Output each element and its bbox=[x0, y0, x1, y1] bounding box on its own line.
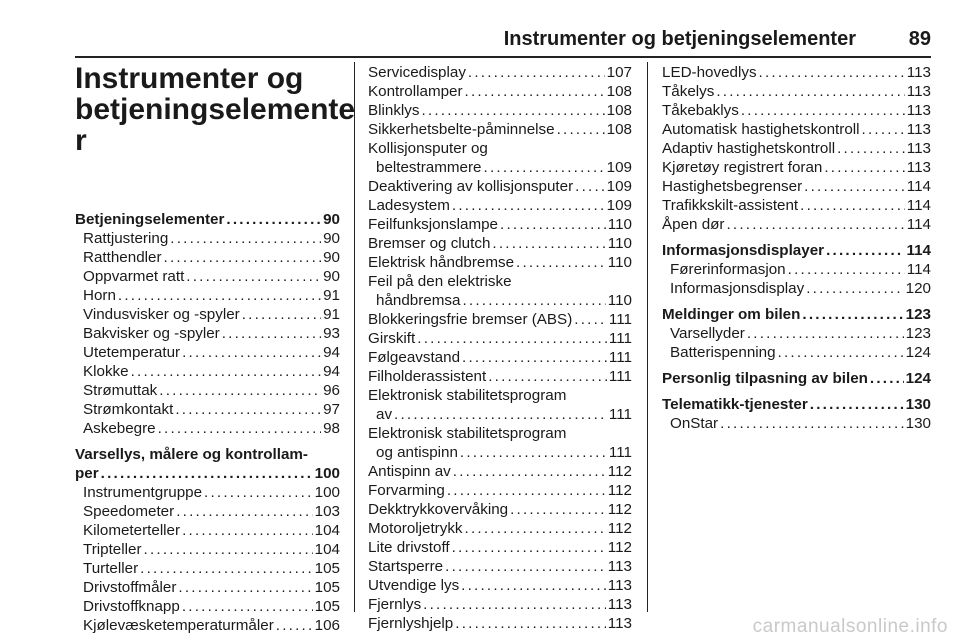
dot-leader bbox=[800, 196, 905, 215]
toc-entry-label: Strømuttak bbox=[83, 382, 158, 399]
toc-entry[interactable] bbox=[368, 63, 632, 82]
toc-entry[interactable] bbox=[368, 329, 632, 348]
dot-leader bbox=[170, 229, 321, 248]
toc-entry-page: 112 bbox=[607, 520, 632, 537]
dot-leader bbox=[159, 381, 321, 400]
toc-entry-label: Deaktivering av kollisjonsputer bbox=[368, 178, 574, 195]
dot-leader bbox=[394, 405, 607, 424]
column-divider bbox=[647, 62, 648, 612]
dot-leader bbox=[222, 324, 321, 343]
toc-entry[interactable] bbox=[75, 419, 340, 438]
dot-leader bbox=[804, 177, 905, 196]
toc-entry-label: Følgeavstand bbox=[368, 349, 461, 366]
toc-entry[interactable] bbox=[368, 215, 632, 234]
toc-entry[interactable] bbox=[75, 286, 340, 305]
dot-leader bbox=[182, 597, 313, 616]
toc-entry[interactable] bbox=[368, 557, 632, 576]
dot-leader bbox=[778, 343, 904, 362]
toc-entry-page: 111 bbox=[608, 349, 632, 366]
toc-entry-label: Førerinformasjon bbox=[670, 261, 786, 278]
toc-entry-page: 113 bbox=[906, 83, 931, 100]
toc-entry[interactable] bbox=[662, 82, 931, 101]
toc-entry-page: 113 bbox=[906, 64, 931, 81]
toc-entry-line: Feil på den elektriske bbox=[368, 273, 512, 290]
toc-entry-label: Informasjonsdisplay bbox=[670, 280, 805, 297]
toc-entry-label: LED-hovedlys bbox=[662, 64, 757, 81]
watermark: carmanualsonline.info bbox=[752, 616, 948, 637]
dot-leader bbox=[447, 481, 606, 500]
dot-leader bbox=[810, 395, 904, 414]
toc-entry-label: Blokkeringsfrie bremser (ABS) bbox=[368, 311, 573, 328]
toc-entry[interactable] bbox=[662, 120, 931, 139]
toc-entry-page: 124 bbox=[905, 344, 931, 361]
dot-leader bbox=[423, 595, 606, 614]
toc-entry[interactable] bbox=[368, 538, 632, 557]
dot-leader bbox=[186, 267, 321, 286]
toc-entry-label: Rattjustering bbox=[83, 230, 169, 247]
dot-leader bbox=[140, 559, 313, 578]
toc-entry[interactable] bbox=[662, 260, 931, 279]
toc-entry-label: Ladesystem bbox=[368, 197, 450, 214]
toc-section[interactable] bbox=[75, 464, 340, 483]
toc-entry-page: 114 bbox=[906, 216, 931, 233]
dot-leader bbox=[802, 305, 903, 324]
toc-entry[interactable] bbox=[368, 443, 632, 462]
toc-entry-page: 112 bbox=[607, 539, 632, 556]
toc-entry[interactable] bbox=[75, 362, 340, 381]
dot-leader bbox=[862, 120, 905, 139]
toc-entry-label: av bbox=[376, 406, 393, 423]
dot-leader bbox=[484, 158, 605, 177]
dot-leader bbox=[574, 310, 607, 329]
toc-entry-label: Telematikk-tjenester bbox=[662, 396, 808, 413]
dot-leader bbox=[759, 63, 905, 82]
column-divider bbox=[354, 62, 355, 612]
toc-entry-page: 90 bbox=[323, 211, 340, 228]
toc-entry-page: 111 bbox=[608, 444, 632, 461]
toc-entry[interactable] bbox=[368, 519, 632, 538]
toc-entry-page: 110 bbox=[607, 235, 632, 252]
toc-entry-page: 110 bbox=[607, 292, 632, 309]
toc-entry-line: Elektronisk stabilitetsprogram bbox=[368, 387, 567, 404]
toc-entry[interactable] bbox=[662, 101, 931, 120]
dot-leader bbox=[204, 483, 313, 502]
toc-entry[interactable] bbox=[368, 367, 632, 386]
toc-entry[interactable] bbox=[368, 405, 632, 424]
toc-entry-label: Betjeningselementer bbox=[75, 211, 225, 228]
toc-entry-page: 113 bbox=[607, 577, 632, 594]
dot-leader bbox=[716, 82, 904, 101]
toc-entry-label: Tåkelys bbox=[662, 83, 715, 100]
toc-entry-label: Trafikkskilt-assistent bbox=[662, 197, 799, 214]
dot-leader bbox=[462, 291, 605, 310]
toc-entry[interactable] bbox=[662, 196, 931, 215]
toc-entry-page: 108 bbox=[606, 121, 632, 138]
toc-entry[interactable] bbox=[368, 462, 632, 481]
dot-leader bbox=[158, 419, 321, 438]
toc-entry-page: 91 bbox=[323, 287, 340, 304]
toc-entry-label: Strømkontakt bbox=[83, 401, 174, 418]
dot-leader bbox=[276, 616, 313, 635]
toc-entry-page: 100 bbox=[314, 465, 340, 482]
toc-entry[interactable] bbox=[368, 196, 632, 215]
toc-column-3 bbox=[662, 63, 931, 433]
toc-entry-label: Adaptiv hastighetskontroll bbox=[662, 140, 836, 157]
toc-entry[interactable] bbox=[368, 177, 632, 196]
toc-entry[interactable] bbox=[662, 158, 931, 177]
toc-entry-page: 111 bbox=[608, 368, 632, 385]
toc-entry-label: Feilfunksjonslampe bbox=[368, 216, 498, 233]
toc-entry[interactable] bbox=[75, 381, 340, 400]
toc-entry-label: Varsellyder bbox=[670, 325, 745, 342]
dot-leader bbox=[453, 462, 606, 481]
toc-section-heading: Varsellys, målere og kontrollam- bbox=[75, 446, 308, 463]
toc-entry[interactable] bbox=[368, 291, 632, 310]
toc-entry-page: 94 bbox=[323, 344, 340, 361]
toc-entry-label: og antispinn bbox=[376, 444, 458, 461]
toc-entry-label: Kilometerteller bbox=[83, 522, 181, 539]
toc-entry[interactable] bbox=[368, 500, 632, 519]
toc-entry-label: Instrumentgruppe bbox=[83, 484, 203, 501]
toc-entry-label: Dekktrykkovervåking bbox=[368, 501, 509, 518]
toc-entry-line: Kollisjonsputer og bbox=[368, 140, 488, 157]
toc-entry[interactable] bbox=[662, 139, 931, 158]
toc-entry-page: 123 bbox=[905, 306, 931, 323]
dot-leader bbox=[870, 369, 904, 388]
toc-entry-label: Bremser og clutch bbox=[368, 235, 491, 252]
toc-entry[interactable] bbox=[75, 502, 340, 521]
dot-leader bbox=[182, 521, 313, 540]
toc-entry-page: 90 bbox=[323, 249, 340, 266]
toc-entry-label: Oppvarmet ratt bbox=[83, 268, 185, 285]
toc-entry[interactable] bbox=[368, 614, 632, 633]
toc-entry-label: Automatisk hastighetskontroll bbox=[662, 121, 860, 138]
dot-leader bbox=[741, 101, 905, 120]
toc-entry-page: 112 bbox=[607, 482, 632, 499]
toc-entry-page: 124 bbox=[905, 370, 931, 387]
toc-entry[interactable] bbox=[368, 310, 632, 329]
toc-entry-page: 109 bbox=[606, 178, 632, 195]
toc-entry-label: Lite drivstoff bbox=[368, 539, 450, 556]
toc-entry-label: Forvarming bbox=[368, 482, 445, 499]
toc-entry-label: Meldinger om bilen bbox=[662, 306, 801, 323]
toc-entry[interactable] bbox=[75, 324, 340, 343]
toc-entry[interactable] bbox=[368, 234, 632, 253]
toc-entry-label: Sikkerhetsbelte-påminnelse bbox=[368, 121, 555, 138]
toc-entry-label: Speedometer bbox=[83, 503, 175, 520]
toc-entry-label: Klokke bbox=[83, 363, 129, 380]
toc-entry-page: 108 bbox=[606, 102, 632, 119]
dot-leader bbox=[747, 324, 904, 343]
toc-entry-page: 96 bbox=[323, 382, 340, 399]
toc-entry-page: 112 bbox=[607, 463, 632, 480]
dot-leader bbox=[492, 234, 605, 253]
toc-entry[interactable] bbox=[368, 348, 632, 367]
toc-entry-label: Blinklys bbox=[368, 102, 420, 119]
toc-entry-page: 114 bbox=[906, 178, 931, 195]
toc-entry-page: 108 bbox=[606, 83, 632, 100]
toc-entry-page: 110 bbox=[607, 216, 632, 233]
toc-entry[interactable] bbox=[368, 101, 632, 120]
toc-entry[interactable] bbox=[75, 400, 340, 419]
dot-leader bbox=[164, 248, 322, 267]
toc-entry[interactable] bbox=[75, 483, 340, 502]
toc-entry[interactable] bbox=[75, 578, 340, 597]
toc-entry-label: Drivstoffknapp bbox=[83, 598, 180, 615]
toc-entry-label: Turteller bbox=[83, 560, 139, 577]
toc-entry[interactable] bbox=[75, 248, 340, 267]
toc-entry-page: 111 bbox=[608, 406, 632, 423]
dot-leader bbox=[720, 414, 904, 433]
toc-entry-label: Filholderassistent bbox=[368, 368, 487, 385]
toc-entry-label: Fjernlys bbox=[368, 596, 422, 613]
dot-leader bbox=[455, 614, 606, 633]
toc-entry-page: 113 bbox=[906, 102, 931, 119]
toc-entry-label: Vindusvisker og -spyler bbox=[83, 306, 240, 323]
toc-entry-label: Batterispenning bbox=[670, 344, 776, 361]
toc-entry-label: Drivstoffmåler bbox=[83, 579, 177, 596]
toc-entry[interactable] bbox=[368, 481, 632, 500]
toc-entry[interactable] bbox=[75, 343, 340, 362]
dot-leader bbox=[182, 343, 321, 362]
toc-column-1 bbox=[75, 62, 356, 635]
toc-entry-page: 91 bbox=[323, 306, 340, 323]
toc-entry[interactable] bbox=[75, 229, 340, 248]
dot-leader bbox=[445, 557, 606, 576]
toc-entry[interactable] bbox=[368, 120, 632, 139]
toc-entry-page: 123 bbox=[905, 325, 931, 342]
dot-leader bbox=[726, 215, 904, 234]
dot-leader bbox=[488, 367, 607, 386]
dot-leader bbox=[452, 196, 605, 215]
dot-leader bbox=[176, 502, 312, 521]
toc-entry-label: Servicedisplay bbox=[368, 64, 466, 81]
toc-entry-label: Utvendige lys bbox=[368, 577, 460, 594]
dot-leader bbox=[460, 443, 607, 462]
toc-entry-page: 130 bbox=[905, 415, 931, 432]
page-title: Instrumenter og betjeningselemente r bbox=[75, 62, 356, 157]
dot-leader bbox=[788, 260, 905, 279]
toc-entry-line: Elektronisk stabilitetsprogram bbox=[368, 425, 567, 442]
dot-leader bbox=[516, 253, 606, 272]
toc-entry-page: 113 bbox=[607, 615, 632, 632]
toc-entry-label: Hastighetsbegrenser bbox=[662, 178, 803, 195]
toc-entry-label: Askebegre bbox=[83, 420, 156, 437]
toc-entry-label: Informasjonsdisplayer bbox=[662, 242, 825, 259]
toc-entry[interactable] bbox=[662, 177, 931, 196]
dot-leader bbox=[131, 362, 322, 381]
toc-entry[interactable] bbox=[662, 414, 931, 433]
dot-leader bbox=[175, 400, 321, 419]
toc-entry-label: Personlig tilpasning av bilen bbox=[662, 370, 868, 387]
dot-leader bbox=[242, 305, 321, 324]
toc-entry-label: Åpen dør bbox=[662, 216, 725, 233]
toc-entry[interactable] bbox=[75, 597, 340, 616]
toc-entry[interactable] bbox=[75, 521, 340, 540]
toc-entry-label: Kjølevæsketemperaturmåler bbox=[83, 617, 274, 634]
toc-entry[interactable] bbox=[662, 215, 931, 234]
dot-leader bbox=[557, 120, 605, 139]
toc-entry[interactable] bbox=[368, 595, 632, 614]
toc-section[interactable] bbox=[662, 241, 931, 260]
toc-entry-page: 120 bbox=[905, 280, 931, 297]
toc-entry-page: 114 bbox=[906, 242, 931, 259]
page-number: 89 bbox=[908, 28, 931, 50]
toc-entry-page: 105 bbox=[314, 579, 340, 596]
toc-entry-page: 90 bbox=[323, 230, 340, 247]
toc-section[interactable] bbox=[75, 210, 340, 229]
toc-entry-label: Antispinn av bbox=[368, 463, 451, 480]
toc-entry-label: Tripteller bbox=[83, 541, 142, 558]
toc-entry[interactable] bbox=[662, 324, 931, 343]
toc-entry-page: 113 bbox=[607, 596, 632, 613]
toc-entry[interactable] bbox=[368, 253, 632, 272]
toc-entry-page: 109 bbox=[606, 159, 632, 176]
dot-leader bbox=[465, 82, 605, 101]
toc-entry-page: 106 bbox=[314, 617, 340, 634]
toc-entry-label: Fjernlyshjelp bbox=[368, 615, 454, 632]
toc-entry-page: 107 bbox=[606, 64, 632, 81]
toc-entry-page: 114 bbox=[906, 261, 931, 278]
toc-entry-label: Tåkebaklys bbox=[662, 102, 739, 119]
toc-entry-page: 93 bbox=[323, 325, 340, 342]
toc-entry-label: beltestrammere bbox=[376, 159, 482, 176]
toc-entry-label: Horn bbox=[83, 287, 116, 304]
toc-entry[interactable] bbox=[75, 616, 340, 635]
toc-entry-label: Ratthendler bbox=[83, 249, 162, 266]
toc-entry[interactable] bbox=[75, 267, 340, 286]
toc-entry-label: per bbox=[75, 465, 99, 482]
dot-leader bbox=[118, 286, 321, 305]
toc-entry-page: 104 bbox=[314, 541, 340, 558]
toc-entry-page: 110 bbox=[607, 254, 632, 271]
toc-entry-label: Utetemperatur bbox=[83, 344, 181, 361]
toc-entry[interactable] bbox=[368, 158, 632, 177]
toc-entry-page: 111 bbox=[608, 330, 632, 347]
toc-entry-label: Motoroljetrykk bbox=[368, 520, 463, 537]
toc-entry-page: 113 bbox=[906, 121, 931, 138]
toc-entry-page: 113 bbox=[906, 140, 931, 157]
dot-leader bbox=[575, 177, 605, 196]
toc-entry-page: 98 bbox=[323, 420, 340, 437]
toc-section[interactable] bbox=[662, 395, 931, 414]
dot-leader bbox=[468, 63, 605, 82]
toc-entry-page: 130 bbox=[905, 396, 931, 413]
toc-entry[interactable] bbox=[662, 279, 931, 298]
running-header-title: Instrumenter og betjeningselementer bbox=[503, 28, 856, 50]
toc-entry-page: 105 bbox=[314, 598, 340, 615]
toc-entry[interactable] bbox=[662, 343, 931, 362]
toc-entry[interactable] bbox=[368, 82, 632, 101]
toc-entry[interactable] bbox=[75, 559, 340, 578]
toc-entry-label: OnStar bbox=[670, 415, 719, 432]
dot-leader bbox=[465, 519, 606, 538]
toc-entry-page: 100 bbox=[314, 484, 340, 501]
dot-leader bbox=[461, 576, 606, 595]
dot-leader bbox=[101, 464, 313, 483]
dot-leader bbox=[510, 500, 606, 519]
toc-entry-label: Kjøretøy registrert foran bbox=[662, 159, 823, 176]
toc-entry[interactable] bbox=[75, 305, 340, 324]
toc-entry[interactable] bbox=[368, 576, 632, 595]
toc-entry-label: Bakvisker og -spyler bbox=[83, 325, 220, 342]
toc-entry-page: 104 bbox=[314, 522, 340, 539]
toc-entry[interactable] bbox=[662, 63, 931, 82]
page-header bbox=[75, 0, 931, 58]
toc-entry-page: 114 bbox=[906, 197, 931, 214]
toc-entry-page: 111 bbox=[608, 311, 632, 328]
dot-leader bbox=[462, 348, 607, 367]
dot-leader bbox=[500, 215, 606, 234]
dot-leader bbox=[824, 158, 904, 177]
toc-entry[interactable] bbox=[75, 540, 340, 559]
toc-entry-page: 90 bbox=[323, 268, 340, 285]
dot-leader bbox=[417, 329, 607, 348]
dot-leader bbox=[421, 101, 604, 120]
toc-entry-label: Girskift bbox=[368, 330, 416, 347]
toc-entry-label: Kontrollamper bbox=[368, 83, 463, 100]
dot-leader bbox=[452, 538, 606, 557]
toc-entry-page: 109 bbox=[606, 197, 632, 214]
toc-entry-label: håndbremsa bbox=[376, 292, 461, 309]
toc-entry-page: 113 bbox=[607, 558, 632, 575]
toc-entry-page: 105 bbox=[314, 560, 340, 577]
dot-leader bbox=[178, 578, 312, 597]
dot-leader bbox=[806, 279, 903, 298]
toc-column-2 bbox=[368, 63, 632, 633]
dot-leader bbox=[226, 210, 321, 229]
toc-entry-label: Startsperre bbox=[368, 558, 444, 575]
toc-entry-label: Elektrisk håndbremse bbox=[368, 254, 515, 271]
dot-leader bbox=[826, 241, 904, 260]
toc-section[interactable] bbox=[662, 305, 931, 324]
toc-entry-page: 112 bbox=[607, 501, 632, 518]
toc-entry-page: 94 bbox=[323, 363, 340, 380]
dot-leader bbox=[144, 540, 313, 559]
dot-leader bbox=[837, 139, 905, 158]
toc-entry-page: 113 bbox=[906, 159, 931, 176]
toc-section[interactable] bbox=[662, 369, 931, 388]
toc-entry-page: 97 bbox=[323, 401, 340, 418]
toc-entry-page: 103 bbox=[314, 503, 340, 520]
